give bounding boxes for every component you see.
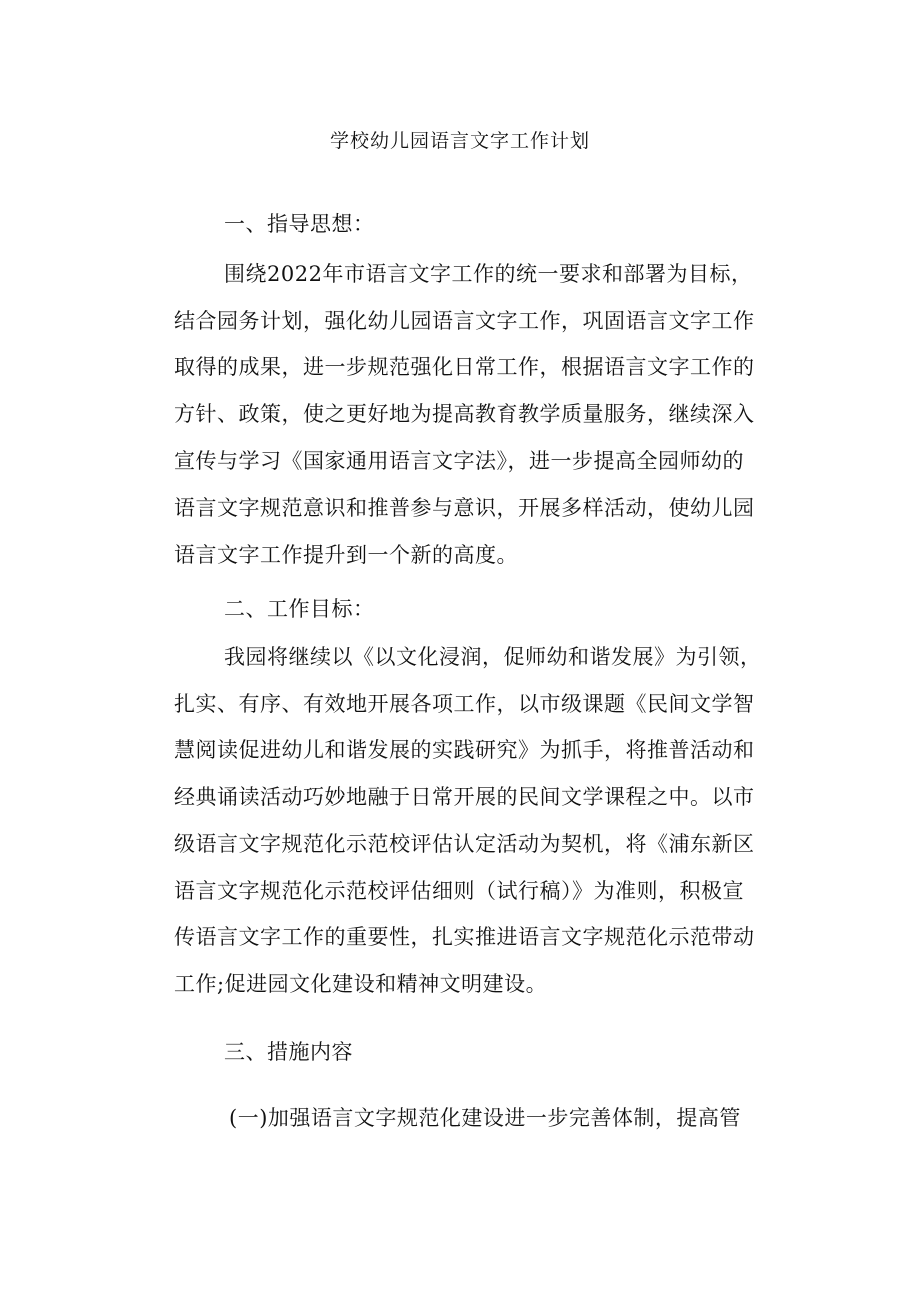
paragraph-line: 语言文字工作提升到一个新的高度。 xyxy=(174,543,518,567)
paragraph-line: 结合园务计划，强化幼儿园语言文字工作，巩固语言文字工作 xyxy=(174,309,755,333)
paragraph-line: 我园将继续以《以文化浸润，促师幼和谐发展》为引领， xyxy=(224,645,762,669)
paragraph-line: 经典诵读活动巧妙地融于日常开展的民间文学课程之中。以市 xyxy=(174,785,755,809)
paragraph-line: 语言文字规范意识和推普参与意识，开展多样活动，使幼儿园 xyxy=(174,496,755,520)
paragraph-line: (一)加强语言文字规范化建设进一步完善体制，提高管 xyxy=(229,1106,741,1130)
paragraph-line: 工作;促进园文化建设和精神文明建设。 xyxy=(174,972,548,996)
paragraph-line: 级语言文字规范化示范校评估认定活动为契机，将《浦东新区 xyxy=(174,832,755,856)
paragraph-line: 方针、政策，使之更好地为提高教育教学质量服务，继续深入 xyxy=(174,402,755,426)
paragraph-line: 传语言文字工作的重要性，扎实推进语言文字规范化示范带动 xyxy=(174,925,755,949)
section-heading-3: 三、措施内容 xyxy=(224,1040,353,1064)
paragraph-line: 语言文字规范化示范校评估细则（试行稿）》为准则，积极宣 xyxy=(174,879,744,903)
paragraph-line: 扎实、有序、有效地开展各项工作，以市级课题《民间文学智 xyxy=(174,692,755,716)
section-heading-2: 二、工作目标： xyxy=(224,597,375,621)
document-title: 学校幼儿园语言文字工作计划 xyxy=(329,130,590,152)
paragraph-line: 慧阅读促进幼儿和谐发展的实践研究》为抓手，将推普活动和 xyxy=(174,738,755,762)
section-heading-1: 一、指导思想： xyxy=(224,212,375,236)
paragraph-line: 围绕2022年市语言文字工作的统一要求和部署为目标， xyxy=(224,262,753,286)
paragraph-line: 取得的成果，进一步规范强化日常工作，根据语言文字工作的 xyxy=(174,355,755,379)
paragraph-line: 宣传与学习《国家通用语言文字法》，进一步提高全园师幼的 xyxy=(174,449,744,473)
